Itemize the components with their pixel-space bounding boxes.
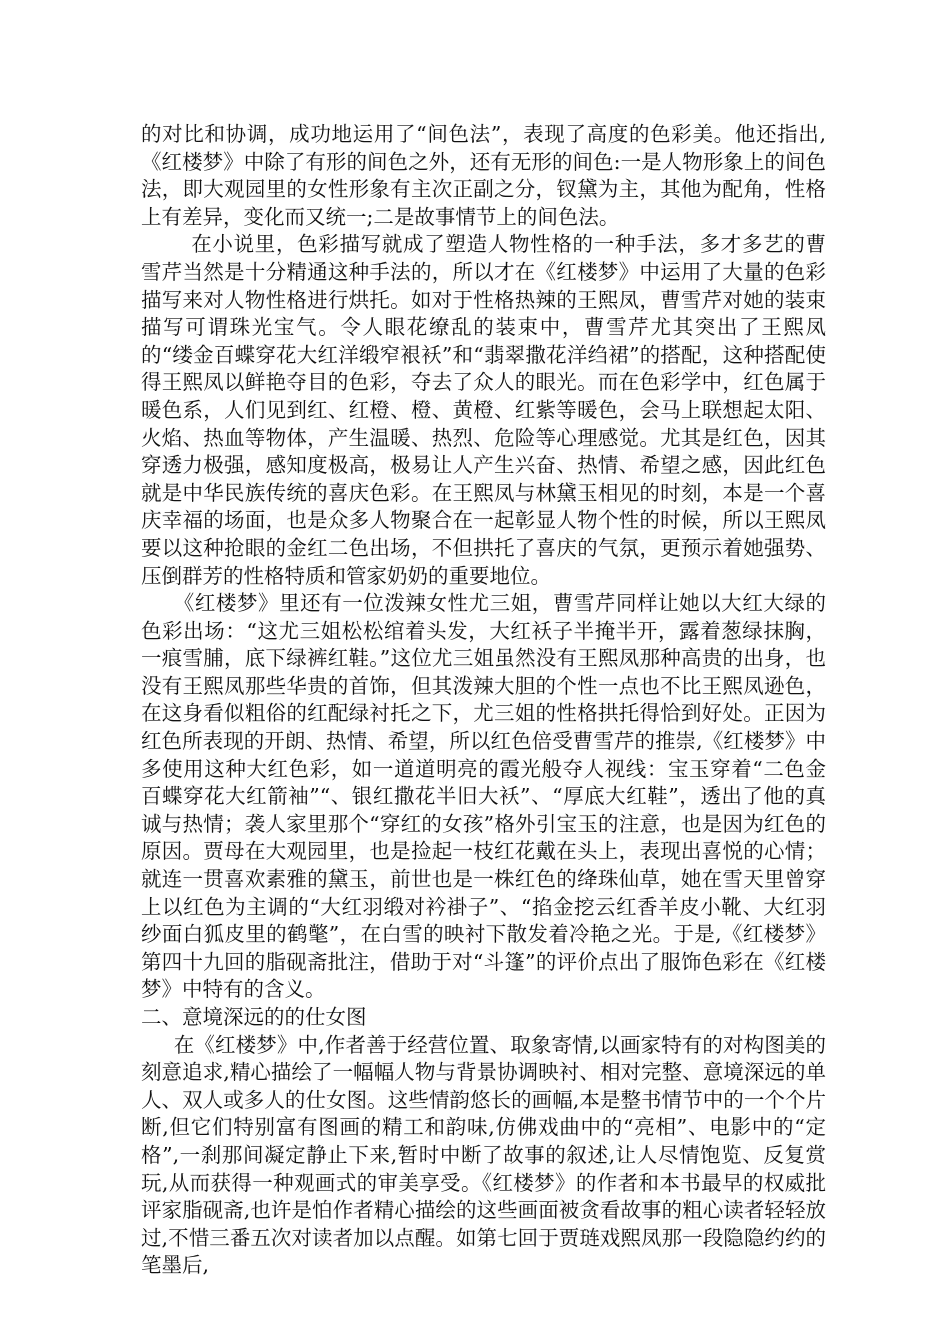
paragraph-you-sanjie: 《红楼梦》里还有一位泼辣女性尤三姐，曹雪芹同样让她以大红大绿的色彩出场：“这尤三姐松松绾着头发，大红袄子半掩半开，露着葱绿抹胸，一痕雪脯，底下绿裤红鞋。”这位尤三姐虽然没有王熙凤那种高贵的出身，也没有王熙凤那些华贵的首饰，但其泼辣大胆的个性一点也不比王熙凤逊色，在这身看似粗俗的红配绿衬托之下，尤三姐的性格拱托得恰到好处。正因为红色所表现的开朗、热情、希望，所以红色倍受曹雪芹的推崇,《红楼梦》中多使用这种大红色彩，如一道道明亮的霞光般夺人视线：宝玉穿着“二色金百蝶穿花大红箭袖”“、银红撒花半旧大袄”、“厚底大红鞋”，透出了他的真诚与热情；袭人家里那个“穿红的女孩”格外引宝玉的注意，也是因为红色的原因。贾母在大观园里，也是捡起一枝红花戴在头上，表现出喜悦的心情；就连一贯喜欢素雅的黛玉，前世也是一株红色的绛珠仙草，她在雪天里曾穿上以红色为主调的“大红羽缎对衿褂子”、“掐金挖云红香羊皮小靴、大红羽纱面白狐皮里的鹤氅”，在白雪的映衬下散发着冷艳之光。于是,《红楼梦》第四十九回的脂砚斋批注，借助于对“斗篷”的评价点出了服饰色彩在《红楼梦》中特有的含义。 bbox=[141, 591, 826, 1002]
paragraph-wang-xifeng: 在小说里，色彩描写就成了塑造人物性格的一种手法，多才多艺的曹雪芹当然是十分精通这种手法的，所以才在《红楼梦》中运用了大量的色彩描写来对人物性格进行烘托。如对于性格热辣的王熙凤，曹雪芹对她的装束描写可谓珠光宝气。令人眼花缭乱的装束中，曹雪芹尤其突出了王熙凤的“缕金百蝶穿花大红洋缎窄裉袄”和“翡翠撒花洋绉裙”的搭配，这种搭配使得王熙凤以鲜艳夺目的色彩，夺去了众人的眼光。而在色彩学中，红色属于暖色系，人们见到红、红橙、橙、黄橙、红紫等暖色，会马上联想起太阳、火焰、热血等物体，产生温暖、热烈、危险等心理感觉。尤其是红色，因其穿透力极强，感知度极高，极易让人产生兴奋、热情、希望之感，因此红色就是中华民族传统的喜庆色彩。在王熙凤与林黛玉相见的时刻，本是一个喜庆幸福的场面，也是众多人物聚合在一起彰显人物个性的时候，所以王熙凤要以这种抢眼的金红二色出场，不但拱托了喜庆的气氛，更预示着她强势、压倒群芳的性格特质和管家奶奶的重要地位。 bbox=[141, 232, 826, 588]
paragraph-lady-paintings: 在《红楼梦》中,作者善于经营位置、取象寄情,以画家特有的对构图美的刻意追求,精心描绘了一幅幅人物与背景协调映衬、相对完整、意境深远的单人、双人或多人的仕女图。这些情韵悠长的画幅,本是整书情节中的一个个片断,但它们特别富有图画的精工和韵味,仿佛戏曲中的“亮相”、电影中的“定格”,一刹那间凝定静止下来,暂时中断了故事的叙述,让人尽情饱览、反复赏玩,从而获得一种观画式的审美享受。《红楼梦》的作者和本书最早的权威批评家脂砚斋,也许是怕作者精心描绘的这些画面被贪看故事的粗心读者轻轻放过,不惜三番五次对读者加以点醒。如第七回于贾琏戏熙凤那一段隐隐约约的笔墨后, bbox=[141, 1032, 826, 1278]
document-page bbox=[141, 121, 826, 1280]
paragraph-color-contrast: 的对比和协调，成功地运用了“间色法”，表现了高度的色彩美。他还指出,《红楼梦》中除了有形的间色之外，还有无形的间色:一是人物形象上的间色法，即大观园里的女性形象有主次正副之分，钗黛为主，其他为配角，性格上有差异，变化而又统一;二是故事情节上的间色法。 bbox=[141, 122, 826, 229]
section-heading: 二、意境深远的的仕女图 bbox=[141, 1005, 367, 1029]
